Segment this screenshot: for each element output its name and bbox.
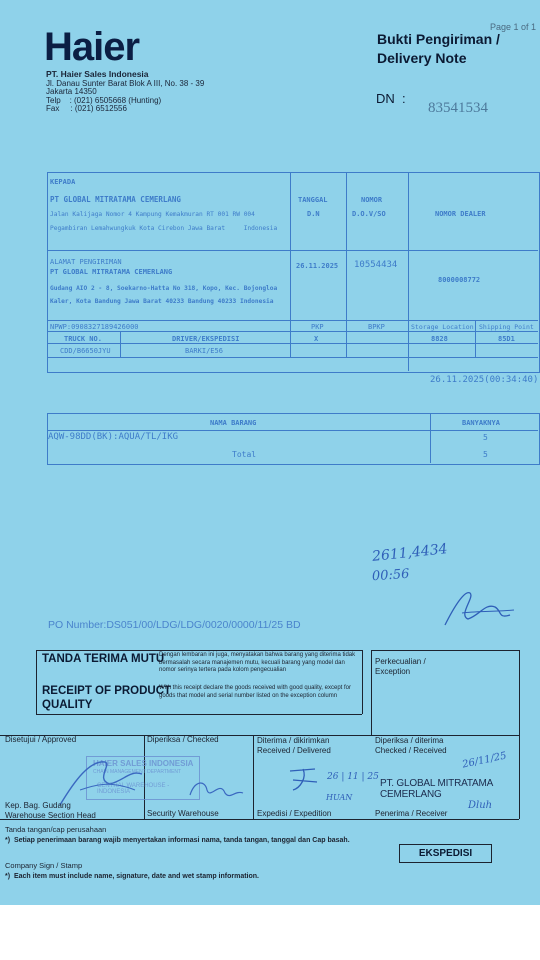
dn-number: 83541534 [428,100,488,116]
receipt-title-en-2: QUALITY [42,699,93,711]
nomor-header: NOMOR [361,196,383,204]
checked-signature [185,775,245,805]
nomor-sub: D.O.V/SO [352,210,386,218]
footer-note-id: *) Setiap penerimaan barang wajib menyertakan informasi nama, tanda tangan, tanggal dan Cap basah. [5,837,350,844]
receipt-title-en-1: RECEIPT OF PRODUCT [42,685,172,697]
shipping-address-2: Kaler, Kota Bandung Jawa Barat 40233 Bandung 40233 Indonesia [50,298,274,305]
ekspedisi-copy-label: EKSPEDISI [399,844,492,863]
receiver-label: Penerima / Receiver [375,809,448,818]
shipping-date: 26.11.2025 [296,262,339,270]
shipping-point-value: 85D1 [498,335,515,343]
items-total-label: Total [232,450,257,459]
po-number: PO Number:DS051/00/LDG/LDG/0020/0000/11/25 BD [48,619,301,631]
stamp-line-1: HAIER SALES INDONESIA [93,759,194,768]
company-address-1: Jl. Danau Sunter Barat Blok A III, No. 38 - 39 [46,78,205,88]
tanggal-header: TANGGAL [298,196,328,204]
items-total-value: 5 [483,450,488,459]
expedition-signature [285,766,325,796]
checked-received-label [375,736,447,755]
company-phone: Telp : (021) 6505668 (Hunting) [46,95,162,105]
footer-sign-label: Tanda tangan/cap perusahaan [5,825,107,834]
shipping-name: PT GLOBAL MITRATAMA CEMERLANG [50,268,173,276]
receiver-stamp: PT. GLOBAL MITRATAMA CEMERLANG [380,778,493,800]
page-number: Page 1 of 1 [489,22,536,32]
pkp-value: X [314,335,319,343]
receipt-text-id: Dengan lembaran ini juga, menyatakan bahwa barang yang diterima tidak bermasalah secara manajemen mutu, kecuali barang yang model dan nomor serinya tertera pada kolom pengecualian [159,652,356,673]
checked-received-label-2: Checked / Received [375,745,447,755]
haier-logo: Haier [44,25,140,69]
security-label: Security Warehouse [147,809,219,818]
received-label [257,736,331,755]
company-info [46,70,204,114]
tanggal-sub: D.N [307,210,320,218]
checked-received-label-1: Diperiksa / diterima [375,736,444,745]
bpkp-header: BPKP [368,323,385,331]
exception-label [375,657,426,676]
warehouse-head-label [5,801,96,820]
item-row-qty: 5 [483,433,488,442]
print-timestamp: 26.11.2025(00:34:40) [430,375,539,385]
recipient-name: PT GLOBAL MITRATAMA CEMERLANG [50,195,181,204]
warehouse-head-1: Kep. Bag. Gudang [5,801,71,810]
document-title [377,30,500,68]
handwritten-note-2: 00:56 [371,566,410,585]
company-address-2: Jakarta 14350 [46,87,97,96]
exception-label-2: Exception [375,666,411,676]
company-name: PT. Haier Sales Indonesia [46,69,149,79]
received-label-1: Diterima / dikirimkan [257,736,330,745]
exception-label-1: Perkecualian / [375,657,426,666]
expedition-handwritten-name: HUAN [326,793,353,802]
shipping-label: ALAMAT PENGIRIMAN [50,258,122,266]
stamp-line-2: CHAIN MANAGEMENT DEPARTMENT [93,769,182,775]
stamp-line-3: CENTRAL WAREHOUSE - INDONESIA [97,783,170,795]
dn-label: DN : [376,91,406,106]
npwp: NPWP:0908327189426000 [50,323,139,331]
recipient-address-2: Pegambiran Lemahwungkuk Kota Cirebon Jawa Barat Indonesia [50,225,278,232]
approved-label: Disetujui / Approved [5,735,77,744]
shipping-dealer: 8000008772 [438,276,481,284]
footer-company-sign: Company Sign / Stamp [5,861,83,870]
driver-header: DRIVER/EKSPEDISI [172,335,240,343]
kepada-label: KEPADA [50,178,76,186]
receiver-handwritten-name: Dluh [468,800,493,811]
recipient-address-1: Jalan Kalijaga Nomor 4 Kampung Kemakmuran RT 001 RW 004 [50,211,255,218]
handwritten-signature-top [440,585,520,630]
company-fax: Fax : (021) 6512556 [46,104,127,113]
driver-value: BARKI/E56 [185,347,223,355]
receipt-text-en: With this receipt declare the goods received with good quality, except for goods that model and serial number listed on the exception column [159,685,351,699]
shipping-number: 10554434 [354,260,398,270]
shipping-point-header: Shipping Point [479,323,534,331]
receipt-title-id: TANDA TERIMA MUTU [42,653,165,665]
title-line-2: Delivery Note [377,50,467,66]
dealer-header: NOMOR DEALER [435,210,486,218]
items-name-header: NAMA BARANG [210,419,257,427]
pkp-header: PKP [311,323,324,331]
expedition-handwritten-date: 26 | 11 | 25 [327,772,379,782]
expedition-label: Expedisi / Expedition [257,809,332,818]
checked-label: Diperiksa / Checked [147,735,219,744]
truck-value: CDD/B6650JYU [60,347,111,355]
footer-note-en: *) Each item must include name, signature, date and wet stamp information. [5,873,259,880]
storage-header: Storage Location [411,323,474,331]
title-line-1: Bukti Pengiriman / [377,31,500,47]
warehouse-head-2: Warehouse Section Head [5,810,96,820]
handwritten-note-1: 2611,4434 [371,541,449,565]
received-label-2: Received / Delivered [257,745,331,755]
shipping-address-1: Gudang AIO 2 - 8, Soekarno-Hatta No 318, Kopo, Kec. Bojongloa [50,285,278,292]
truck-header: TRUCK NO. [64,335,102,343]
storage-value: 8828 [431,335,448,343]
receiver-handwritten-date: 26/11/25 [461,750,508,771]
item-row-name: AQW-98DD(BK):AQUA/TL/IKG [48,432,179,442]
items-qty-header: BANYAKNYA [462,419,500,427]
